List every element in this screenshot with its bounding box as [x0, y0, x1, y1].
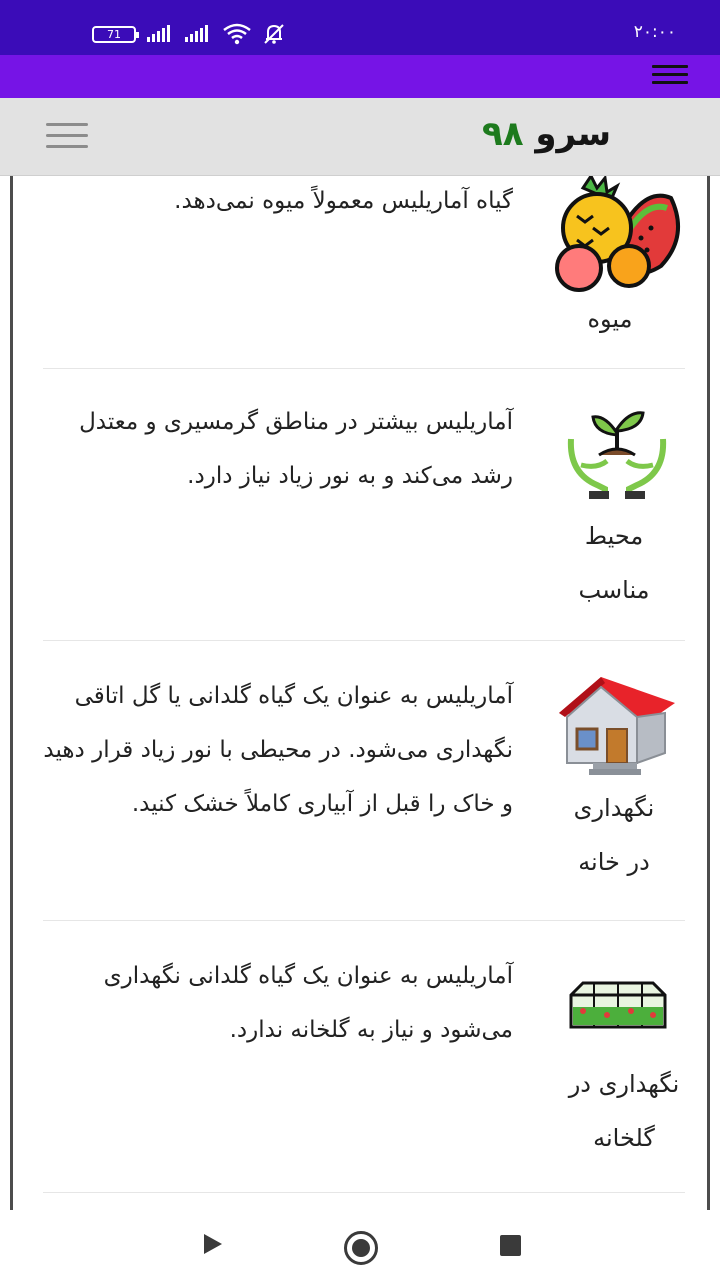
list-item: [43, 176, 685, 369]
row-label: نگهداری در گلخانه: [568, 1070, 680, 1152]
list-item: [43, 369, 685, 641]
row-label: نگهداری در خانه: [573, 794, 655, 876]
recents-icon[interactable]: [500, 1235, 521, 1256]
plant-in-hands-icon: [567, 409, 667, 499]
row-text: آماریلیس بیشتر در مناطق گرمسیری و معتدل رشد می‌کند و به نور زیاد نیاز دارد.: [79, 409, 513, 489]
signal-icon: [184, 25, 212, 43]
hamburger-menu-icon[interactable]: [46, 123, 88, 149]
site-header: [0, 98, 720, 176]
row-label: میوه: [587, 305, 633, 333]
battery-icon: 71: [92, 26, 136, 43]
site-logo[interactable]: [482, 114, 611, 154]
greenhouse-icon: [569, 981, 667, 1029]
fruit-icon: [553, 176, 687, 292]
status-time: ۲۰:۰۰: [633, 22, 676, 42]
list-item: [43, 921, 685, 1193]
status-icons: [92, 20, 286, 48]
content-area: [10, 176, 710, 1210]
logo-text: سرو: [535, 114, 612, 154]
list-item: [43, 641, 685, 921]
logo-number: ۹۸: [482, 114, 524, 154]
house-icon: [553, 673, 681, 777]
hamburger-menu-icon[interactable]: [652, 65, 688, 87]
row-text: آماریلیس به عنوان یک گیاه گلدانی یا گل اتاقی نگهداری می‌شود. در محیطی با نور زیاد قرار دهید و خاک را قبل از آبیاری کاملاً خشک کنید.: [43, 683, 513, 817]
wifi-icon: [222, 23, 252, 45]
signal-icon: [146, 25, 174, 43]
status-bar: [0, 0, 720, 55]
navigation-bar: [0, 1210, 720, 1280]
row-text: آماریلیس به عنوان یک گیاه گلدانی نگهداری می‌شود و نیاز به گلخانه ندارد.: [103, 963, 513, 1043]
row-label: محیط مناسب: [578, 522, 650, 604]
row-text: گیاه آماریلیس معمولاً میوه نمی‌دهد.: [174, 188, 513, 214]
bell-muted-icon: [262, 23, 286, 45]
back-icon[interactable]: [204, 1234, 222, 1254]
app-bar: [0, 55, 720, 98]
home-icon[interactable]: [344, 1231, 378, 1265]
